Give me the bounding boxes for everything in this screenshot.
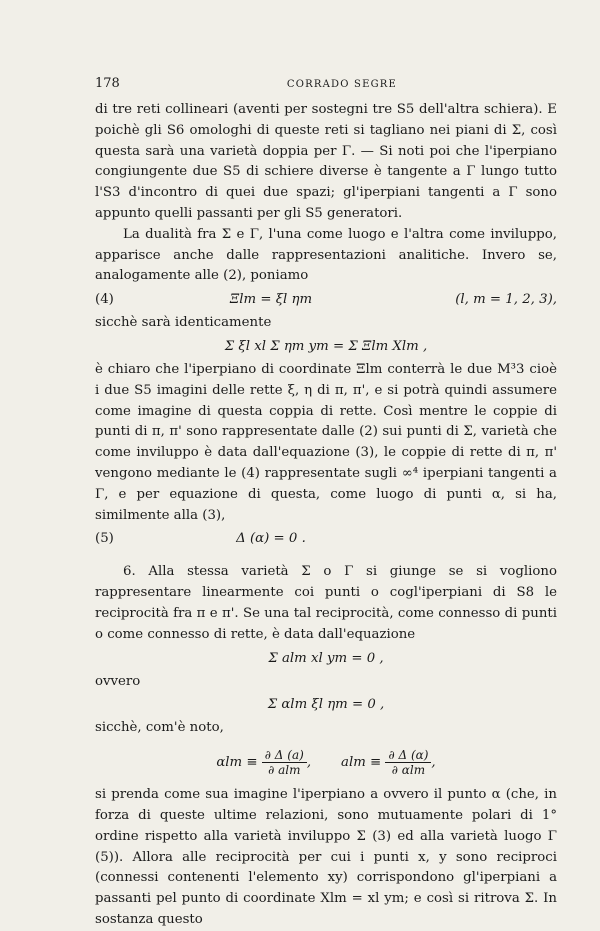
equation-6b: Σ αlm ξl ηm = 0 , bbox=[267, 697, 385, 713]
identity-equation: Σ ξl xl Σ ηm ym = Σ Ξlm Xlm , bbox=[224, 338, 428, 354]
paragraph-6: sicchè, com'è noto, bbox=[95, 720, 224, 736]
paragraph-1: di tre reti collineari (aventi per sostegni tre S5 dell'altra schiera). E poichè gli S6 omologhi di queste reti si tagliano nei piani di Σ, così questa sarà una varietà doppia per Γ. — Si noti poi che l'iperpiano congiungente due S5 di schiere diverse è tangente a Γ lungo tutto l'S3 d'incontro di quei due spazi; gl'iperpiani tangenti a Γ sono appunto quelli passanti per gli S5 generatori. bbox=[95, 102, 557, 221]
page-header bbox=[95, 74, 557, 100]
relation-alpha: αlm ≡ $\frac{\partial \Delta (a)}{\text{∂ alm}}$ , bbox=[216, 747, 312, 777]
page bbox=[95, 74, 557, 931]
ovvero-text: ovvero bbox=[95, 673, 141, 689]
running-title: CORRADO SEGRE bbox=[286, 79, 397, 90]
equation-4-range: (l, m = 1, 2, 3), bbox=[455, 291, 557, 307]
relation-a: alm ≡ $\frac{\partial \Delta (\alpha)}{\text{∂ αlm}}$ , bbox=[341, 747, 436, 777]
paragraph-4: è chiaro che l'iperpiano di coordinate Ξlm conterrà le due M³3 cioè i due S5 imagini delle rette ξ, η di π, π', e si potrà quindi assumere come imagine di questa coppia di rette. Così mentre le coppie di punti di π, π' sono rappresentate dalle (2) sui punti di Σ, varietà che come inviluppo è data dall'equazione (3), le coppie di rette di π, π' vengono mediante le (4) rappresentate sugli ∞⁴ iperpiani tangenti a Γ, e per equazione di questa, come luogo di punti α, si ha, similmente alla (3), bbox=[95, 361, 557, 523]
equation-5 bbox=[95, 526, 557, 552]
equation-6a: Σ alm xl ym = 0 , bbox=[268, 650, 384, 666]
page-number: 178 bbox=[95, 76, 120, 91]
equation-4-number: (4) bbox=[95, 291, 114, 307]
equation-5-body: Δ (α) = 0 . bbox=[236, 530, 306, 546]
derivative-relations bbox=[95, 739, 557, 785]
paragraph-3: sicchè sarà identicamente bbox=[95, 315, 272, 331]
equation-4 bbox=[95, 287, 557, 313]
paragraph-2: La dualità fra Σ e Γ, l'una come luogo e l'altra come inviluppo, apparisce anche dalle rappresentazioni analitiche. Invero se, analogamente alle (2), poniamo bbox=[95, 226, 557, 284]
paragraph-5: 6. Alla stessa varietà Σ o Γ si giunge se si vogliono rappresentare linearmente coi punti o cogl'iperpiani di S8 le reciprocità fra π e π'. Se una tal reciprocità, come connesso di punti o come connesso di rette, è data dall'equazione bbox=[95, 564, 557, 642]
equation-4-body: Ξlm = ξl ηm bbox=[229, 291, 313, 307]
paragraph-7: si prenda come sua imagine l'iperpiano a ovvero il punto α (che, in forza di queste ultime relazioni, sono mutuamente polari di 1° ordine rispetto alla varietà inviluppo Σ (3) ed alla varietà luogo Γ (5)). Allora alle reciprocità per cui i punti x, y sono reciproci (connessi contenenti l'elemento xy) corrispondono gl'iperpiani a passanti pel punto di coordinate Xlm = xl ym; e così si ritrova Σ. In sostanza questo bbox=[95, 787, 557, 927]
equation-5-number: (5) bbox=[95, 530, 114, 546]
